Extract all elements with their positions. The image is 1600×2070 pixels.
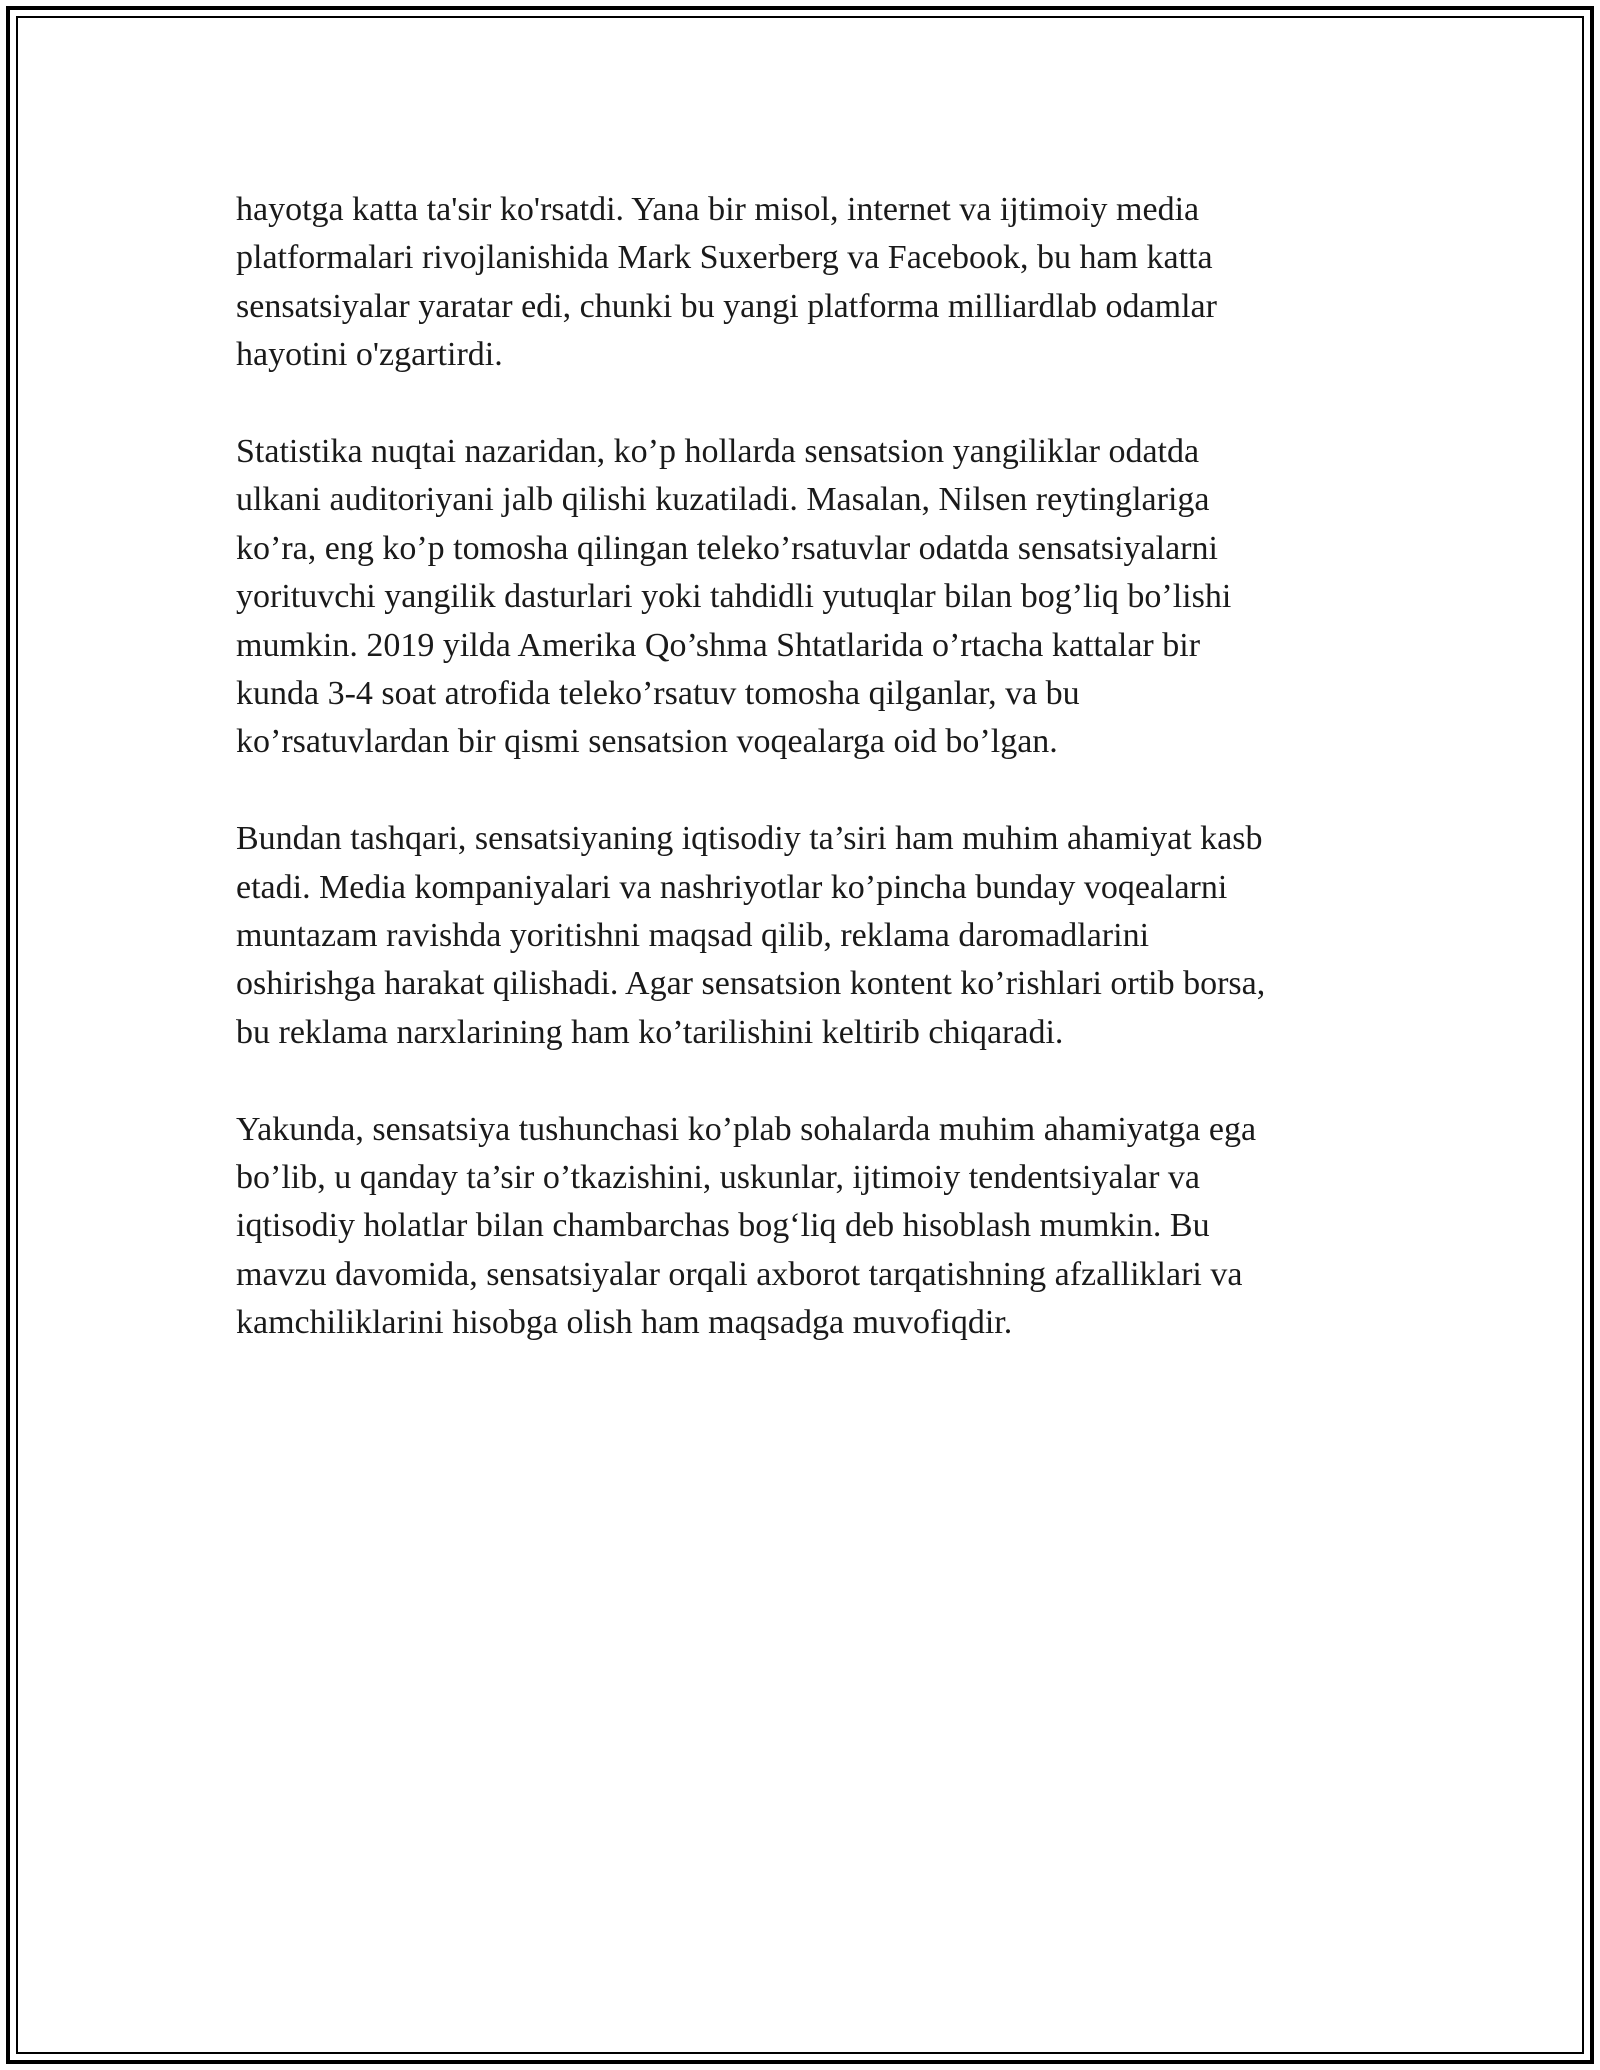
- paragraph-3: [236, 815, 1376, 1057]
- text-line: bu reklama narxlarining ham ko’tarilishini keltirib chiqaradi.: [236, 1013, 1064, 1051]
- text-line: Statistika nuqtai nazaridan, ko’p hollarda sensatsion yangiliklar odatda: [236, 433, 1200, 471]
- text-line: mumkin. 2019 yilda Amerika Qo’shma Shtatlarida o’rtacha kattalar bir: [236, 626, 1201, 664]
- text-line: mavzu davomida, sensatsiyalar orqali axborot tarqatishning afzalliklari va: [236, 1255, 1243, 1293]
- text-line: hayotga katta ta'sir ko'rsatdi. Yana bir misol, internet va ijtimoiy media: [236, 191, 1200, 228]
- paragraph-1: [236, 186, 1376, 380]
- text-line: hayotini o'zgartirdi.: [236, 336, 503, 374]
- text-line: yorituvchi yangilik dasturlari yoki tahdidli yutuqlar bilan bog’liq bo’lishi: [236, 578, 1232, 616]
- text-line: ulkani auditoriyani jalb qilishi kuzatiladi. Masalan, Nilsen reytinglariga: [236, 481, 1210, 519]
- text-line: sensatsiyalar yaratar edi, chunki bu yangi platforma milliardlab odamlar: [236, 287, 1217, 325]
- text-line: ko’ra, eng ko’p tomosha qilingan teleko’rsatuvlar odatda sensatsiyalarni: [236, 529, 1218, 567]
- text-line: muntazam ravishda yoritishni maqsad qilib, reklama daromadlarini: [236, 917, 1150, 955]
- text-line: platformalari rivojlanishida Mark Suxerberg va Facebook, bu ham katta: [236, 239, 1213, 277]
- text-line: etadi. Media kompaniyalari va nashriyotlar ko’pincha bunday voqealarni: [236, 868, 1228, 906]
- text-line: oshirishga harakat qilishadi. Agar sensatsion kontent ko’rishlari ortib borsa,: [236, 965, 1266, 1003]
- text-line: Bundan tashqari, sensatsiyaning iqtisodiy ta’siri ham muhim ahamiyat kasb: [236, 820, 1263, 858]
- text-line: iqtisodiy holatlar bilan chambarchas bog‘liq deb hisoblash mumkin. Bu: [236, 1207, 1210, 1245]
- paragraph-4: [236, 1106, 1376, 1348]
- document-body: [236, 186, 1376, 1396]
- text-line: bo’lib, u qanday ta’sir o’tkazishini, uskunlar, ijtimoiy tendentsiyalar va: [236, 1159, 1200, 1197]
- text-line: kamchiliklarini hisobga olish ham maqsadga muvofiqdir.: [236, 1304, 1013, 1342]
- text-line: ko’rsatuvlardan bir qismi sensatsion voqealarga oid bo’lgan.: [236, 723, 1058, 761]
- paragraph-2: [236, 428, 1376, 767]
- text-line: Yakunda, sensatsiya tushunchasi ko’plab sohalarda muhim ahamiyatga ega: [236, 1110, 1257, 1148]
- text-line: kunda 3-4 soat atrofida teleko’rsatuv tomosha qilganlar, va bu: [236, 675, 1080, 713]
